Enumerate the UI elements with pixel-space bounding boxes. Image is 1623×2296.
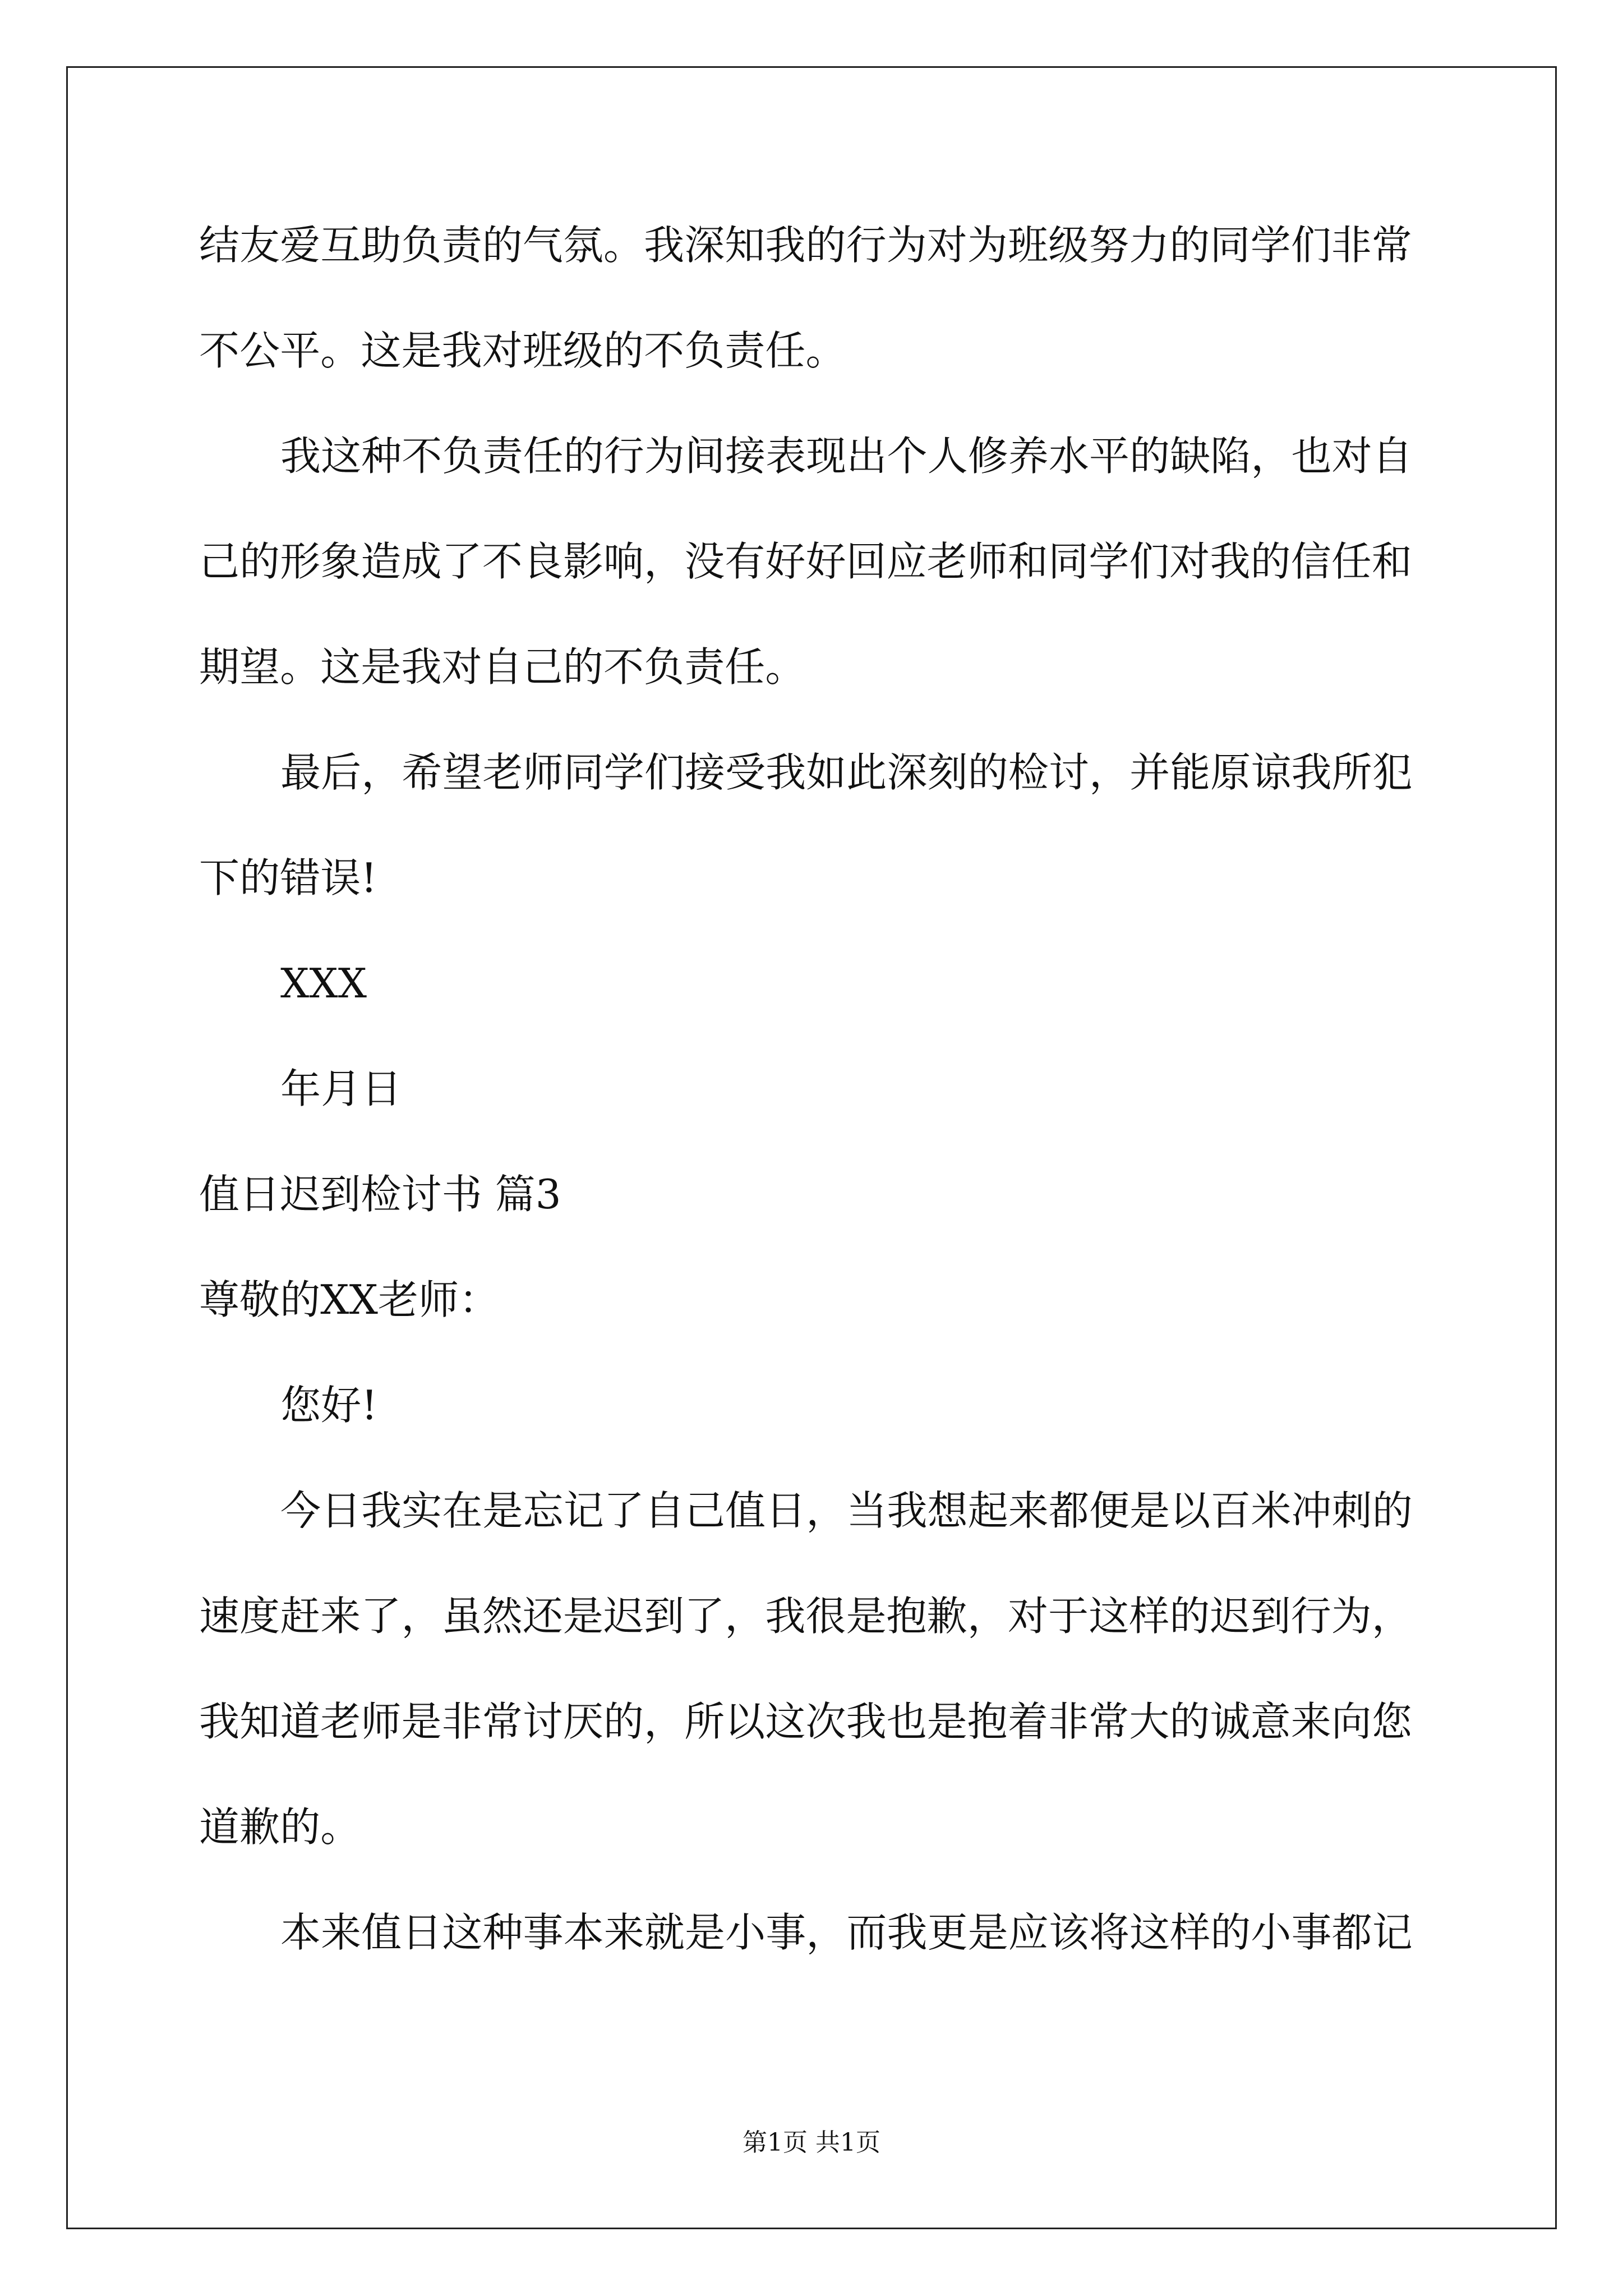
text-line: 期望。这是我对自己的不负责任。 [199,643,806,691]
text-line: 己的形象造成了不良影响，没有好好回应老师和同学们对我的信任和 [199,538,1413,585]
page-border [66,66,1557,2229]
salutation: 尊敬的XX老师： [199,1276,500,1323]
text-line: 最后，希望老师同学们接受我如此深刻的检讨，并能原谅我所犯 [280,749,1413,796]
greeting: 您好! [280,1382,378,1429]
text-line: 道歉的。 [199,1803,361,1851]
text-line: 结友爱互助负责的气氛。我深知我的行为对为班级努力的同学们非常 [199,222,1413,269]
page-number-footer: 第1页 共1页 [743,2128,880,2157]
signature-date: 年月日 [280,1065,402,1112]
signature-name: XXX [280,960,367,1007]
section-heading: 值日迟到检讨书 篇3 [199,1171,561,1218]
text-line: 下的错误! [199,854,377,901]
text-line: 我知道老师是非常讨厌的，所以这次我也是抱着非常大的诚意来向您 [199,1698,1413,1745]
text-line: 不公平。这是我对班级的不负责任。 [199,327,846,374]
text-line: 速度赶来了，虽然还是迟到了，我很是抱歉，对于这样的迟到行为， [199,1593,1413,1640]
text-line: 今日我实在是忘记了自己值日，当我想起来都便是以百米冲刺的 [280,1487,1413,1534]
text-line: 我这种不负责任的行为间接表现出个人修养水平的缺陷，也对自 [280,432,1413,480]
text-line: 本来值日这种事本来就是小事，而我更是应该将这样的小事都记 [280,1909,1413,1956]
